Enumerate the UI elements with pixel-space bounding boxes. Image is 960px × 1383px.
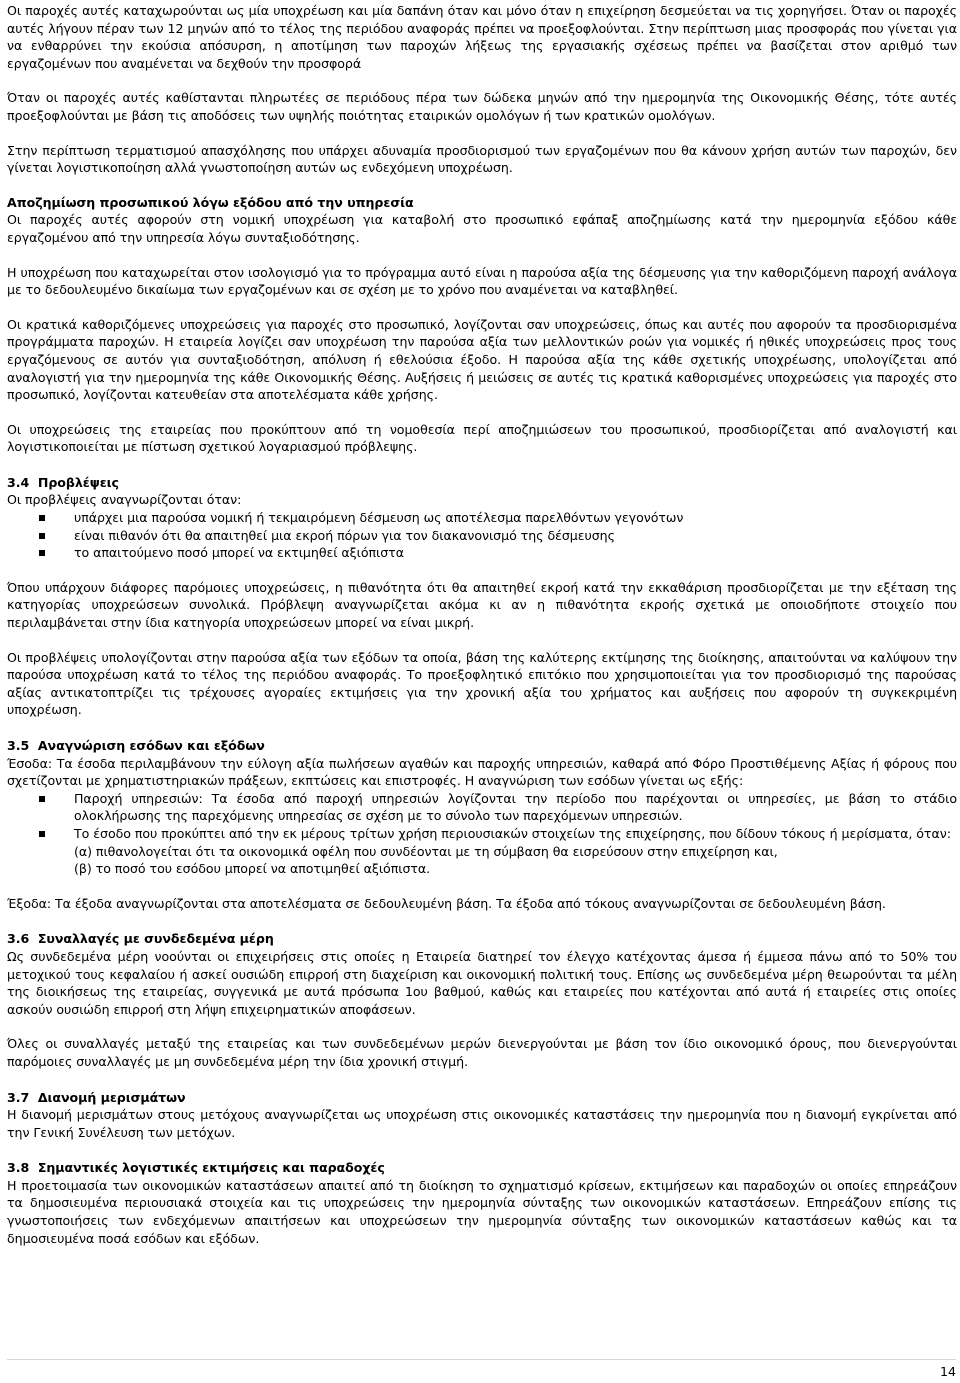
section-number: 3.7 bbox=[7, 1089, 30, 1105]
section-title: Προβλέψεις bbox=[37, 474, 119, 490]
paragraph-related-parties: Ως συνδεδεμένα μέρη νοούνται οι επιχειρήσεις στις οποίες η Εταιρεία διατηρεί τον έλεγχο κατέχοντας άμεσα ή έμμεσα πάνω από το 50% του μετοχικού τους κεφαλαίου ή ασκεί ουσιώδη επιρροή στη διαχείριση και οικονομική πολιτική τους. Επίσης ως συνδεδεμένα μέρη θεωρούνται τα μέλη της διοικήσεως της εταιρείας, συγγενικά με αυτά πρόσωπα 1ου βαθμού, καθώς και εταιρείες που κατέχονται από αυτά ή εταιρείες στις οποίες ασκούν ουσιώδη επιρροή στη λήψη επιχειρηματικών αποφάσεων. bbox=[7, 948, 957, 1017]
section-title: Συναλλαγές με συνδεδεμένα μέρη bbox=[37, 931, 274, 947]
section-heading bbox=[7, 1089, 957, 1107]
square-bullet-icon bbox=[39, 533, 45, 539]
section-intro: Έσοδα: Τα έσοδα περιλαμβάνουν την εύλογη αξία πωλήσεων αγαθών και παροχής υπηρεσιών, καθαρά από Φόρο Προστιθέμενης Αξίας ή φόρους που σχετίζονται με χρηματιστηριακών πράξεων, εκπτώσεις και επιστροφές. Η αναγνώριση των εσόδων γίνεται ως εξής: bbox=[7, 755, 957, 789]
section-3-4 bbox=[7, 474, 957, 719]
section-3-7 bbox=[7, 1089, 957, 1142]
list-item-text: Το έσοδο που προκύπτει από την εκ μέρους τρίτων χρήση περιουσιακών στοιχείων της επιχείρησης, που δίδουν τόκους ή μερίσματα, όταν: bbox=[74, 825, 951, 841]
subsection-heading: Αποζημίωση προσωπικού λόγω εξόδου από την υπηρεσία bbox=[7, 194, 414, 210]
list-item bbox=[7, 527, 957, 545]
paragraph-estimates: Η προετοιμασία των οικονομικών καταστάσεων απαιτεί από τη διοίκηση το σχηματισμό κρίσεων, εκτιμήσεων και παραδοχών οι οποίες επηρεάζουν τα δημοσιευμένα περιουσιακά στοιχεία και τις υποχρεώσεις την ημερομηνία σύνταξης των οικονομικών καταστάσεων. Επηρεάζουν επίσης τις γνωστοποιήσεις των ενδεχόμενων απαιτήσεων και υποχρεώσεων την ημερομηνία σύνταξης των οικονομικών καταστάσεων καθώς και τα δημοσιευμένα ποσά εσόδων και εξόδων. bbox=[7, 1177, 957, 1246]
list-item bbox=[7, 544, 957, 562]
section-number: 3.8 bbox=[7, 1160, 30, 1176]
document-body bbox=[7, 2, 957, 1247]
section-3-5 bbox=[7, 737, 957, 912]
section-number: 3.6 bbox=[7, 931, 30, 947]
paragraph-contingent-liability: Στην περίπτωση τερματισμού απασχόλησης που υπάρχει αδυναμία προσδιορισμού των εργαζομένων που θα κάνουν χρήση αυτών των παροχών, δεν γίνεται λογιστικοποίηση αλλά γνωστοποίηση αυτών ως ενδεχόμενη υποχρέωση. bbox=[7, 142, 957, 176]
paragraph-termination-benefits: Οι παροχές αυτές καταχωρούνται ως μία υποχρέωση και μία δαπάνη όταν και μόνο όταν η επιχείρηση δεσμεύεται να τις χορηγήσει. Όταν οι παροχές αυτές λήγουν πέραν των 12 μηνών από το τέλος της περιόδου αναφοράς πρέπει να προεξοφλούνται. Στην περίπτωση μιας προσφοράς που γίνεται για να ενθαρρύνει την εκούσια απόσυρση, η αποτίμηση των παροχών λήξεως της εργασιακής σχέσεως πρέπει να βασίζεται στον αριθμό των εργαζομένων που αναμένεται να δεχθούν την προσφορά bbox=[7, 3, 957, 71]
provisions-bullet-list bbox=[7, 509, 957, 562]
list-item bbox=[7, 509, 957, 527]
paragraph-expenses: Έξοδα: Τα έξοδα αναγνωρίζονται στα αποτελέσματα σε δεδουλευμένη βάση. Τα έξοδα από τόκους αναγνωρίζονται σε δεδουλευμένη βάση. bbox=[7, 895, 886, 911]
subsection-retirement-compensation bbox=[7, 194, 957, 247]
section-3-6 bbox=[7, 930, 957, 1070]
list-item bbox=[7, 825, 957, 878]
square-bullet-icon bbox=[39, 515, 45, 521]
list-item bbox=[7, 790, 957, 825]
paragraph-retirement-compensation: Οι παροχές αυτές αφορούν στη νομική υποχρέωση για καταβολή στο προσωπικό εφάπαξ αποζημίωσης κατά την ημερομηνία εξόδου κάθε εργαζομένου από την υπηρεσία λόγω συνταξιοδότησης. bbox=[7, 212, 957, 245]
paragraph-defined-benefit-obligation: Η υποχρέωση που καταχωρείται στον ισολογισμό για το πρόγραμμα αυτό είναι η παρούσα αξία της δέσμευσης για την καθοριζόμενη παροχή ανάλογα με το δεδουλευμένο δικαίωμα των εργαζομένων και σε σχέση με το χρόνο που αναμένεται να καταβληθεί. bbox=[7, 264, 957, 298]
paragraph-similar-obligations: Όπου υπάρχουν διάφορες παρόμοιες υποχρεώσεις, η πιθανότητα ότι θα απαιτηθεί εκροή κατά την εκκαθάριση προσδιορίζεται με την εξέταση της κατηγορίας υποχρεώσεων συνολικά. Πρόβλεψη αναγνωρίζεται ακόμα κι αν η πιθανότητα εκροής σχετικά με οποιοδήποτε στοιχείο που περιλαμβάνεται στην ίδια κατηγορία υποχρεώσεων μπορεί να είναι μικρή. bbox=[7, 579, 957, 631]
section-heading bbox=[7, 1159, 957, 1177]
list-item-text: Παροχή υπηρεσιών: Τα έσοδα από παροχή υπηρεσιών λογίζονται την περίοδο που παρέχονται οι υπηρεσίες, με βάση το στάδιο ολοκλήρωσης της παρεχόμενης υπηρεσίας σε σχέση με το σύνολο των παρεχόμενων υπηρεσιών. bbox=[74, 790, 957, 824]
list-item-text: υπάρχει μια παρούσα νομική ή τεκμαιρόμενη δέσμευση ως αποτέλεσμα παρελθόντων γεγονότων bbox=[74, 510, 684, 526]
paragraph-present-value: Οι προβλέψεις υπολογίζονται στην παρούσα αξία των εξόδων τα οποία, βάση της καλύτερης εκτίμησης της διοίκησης, απαιτούνται να καλύψουν την παρούσα υποχρέωση κατά το τέλος της περιόδου αναφοράς. Το προεξοφλητικό επιτόκιο που χρησιμοποιείται για τον προσδιορισμό της παρούσας αξίας αντικατοπτρίζει τις τρέχουσες αγοραίες εκτιμήσεις για την χρονική αξία του χρήματος και αυξήσεις που αφορούν τη συγκεκριμένη υποχρέωση. bbox=[7, 649, 957, 718]
square-bullet-icon bbox=[39, 550, 45, 556]
section-title: Σημαντικές λογιστικές εκτιμήσεις και παραδοχές bbox=[37, 1160, 385, 1176]
section-number: 3.4 bbox=[7, 474, 30, 490]
section-heading bbox=[7, 474, 957, 492]
section-3-8 bbox=[7, 1159, 957, 1247]
square-bullet-icon bbox=[39, 831, 45, 837]
paragraph-related-transactions: Όλες οι συναλλαγές μεταξύ της εταιρείας και των συνδεδεμένων μερών διενεργούνται με βάση τον ίδιο οικονομικό όρους, που διενεργούνται παρόμοιες συναλλαγές με μη συνδεδεμένα μέρη την ίδια χρονική στιγμή. bbox=[7, 1036, 957, 1069]
paragraph-dividends: Η διανομή μερισμάτων στους μετόχους αναγνωρίζεται ως υποχρέωση στις οικονομικές καταστάσεις την ημερομηνία που η διανομή εγκρίνεται από την Γενική Συνέλευση των μετόχων. bbox=[7, 1107, 957, 1140]
revenue-bullet-list bbox=[7, 790, 957, 878]
footer-divider bbox=[7, 1359, 956, 1360]
page-number: 14 bbox=[939, 1364, 956, 1379]
section-heading bbox=[7, 930, 957, 948]
section-number: 3.5 bbox=[7, 738, 30, 753]
section-title: Αναγνώριση εσόδων και εξόδων bbox=[37, 738, 265, 753]
section-title: Διανομή μερισμάτων bbox=[37, 1089, 186, 1105]
list-item-subline: (α) πιθανολογείται ότι τα οικονομικά οφέλη που συνδέονται με τη σύμβαση θα εισρεύσουν στην επιχείρηση και, bbox=[74, 843, 778, 859]
section-heading bbox=[7, 737, 957, 755]
paragraph-legal-compensation: Οι υποχρεώσεις της εταιρείας που προκύπτουν από τη νομοθεσία περί αποζημιώσεων του προσωπικού, προσδιορίζεται από αναλογιστή και λογιστικοποιείται με πίστωση σχετικού λογαριασμού πρόβλεψης. bbox=[7, 421, 957, 455]
list-item-text: το απαιτούμενο ποσό μπορεί να εκτιμηθεί αξιόπιστα bbox=[74, 545, 404, 561]
list-item-text: είναι πιθανόν ότι θα απαιτηθεί μια εκροή πόρων για τον διακανονισμό της δέσμευσης bbox=[74, 527, 615, 543]
section-intro: Οι προβλέψεις αναγνωρίζονται όταν: bbox=[7, 492, 242, 508]
paragraph-state-defined-obligations: Οι κρατικά καθοριζόμενες υποχρεώσεις για παροχές στο προσωπικό, λογίζονται σαν υποχρεώσεις, όπως και αυτές που αφορούν τα προσδιορισμένα προγράμματα παροχών. Η εταιρεία λογίζει σαν υποχρέωση την παρούσα αξία των μελλοντικών ροών για νομικές ή ηθικές υποχρεώσεις προς τους εργαζόμενους σε αυτόν για συνταξιοδότηση, απόλυση ή εθελούσια έξοδο. Η παρούσα αξία της κάθε σχετικής υποχρέωσης, υπολογίζεται από αναλογιστή για την ημερομηνία της κάθε Οικονομικής Θέσης. Αυξήσεις ή μειώσεις σε αυτές τις κρατικά καθορισμένες υποχρεώσεις για παροχές στο προσωπικό, λογίζονται κατευθείαν στα αποτελέσματα κάθε χρήσης. bbox=[7, 316, 957, 403]
list-item-subline: (β) το ποσό του εσόδου μπορεί να αποτιμηθεί αξιόπιστα. bbox=[74, 861, 431, 877]
paragraph-discounting: Όταν οι παροχές αυτές καθίστανται πληρωτέες σε περιόδους πέρα των δώδεκα μηνών από την ημερομηνία της Οικονομικής Θέσης, τότε αυτές προεξοφλούνται με βάση τις αποδόσεις των υψηλής ποιότητας εταιρικών ομολόγων ή των κρατικών ομολόγων. bbox=[7, 90, 957, 123]
square-bullet-icon bbox=[39, 796, 45, 802]
